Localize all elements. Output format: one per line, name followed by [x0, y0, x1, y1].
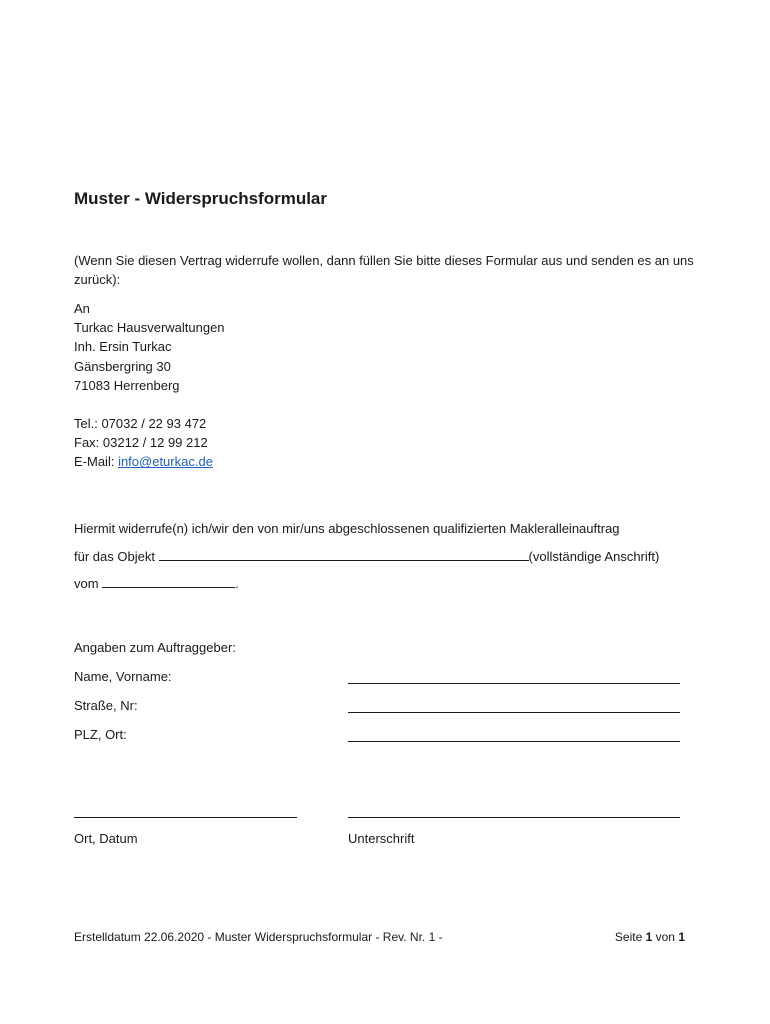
page-current: 1: [645, 930, 653, 944]
date-label: vom: [74, 576, 103, 591]
address-line: Inh. Ersin Turkac: [74, 339, 172, 355]
street-label: Straße, Nr:: [74, 698, 138, 713]
page-prefix: Seite: [614, 930, 646, 944]
page-title: Muster - Widerspruchsformular: [74, 189, 327, 208]
object-address-field[interactable]: [159, 548, 529, 561]
email-row: [74, 452, 225, 471]
client-heading: Angaben zum Auftraggeber:: [74, 640, 236, 655]
address-line: 71083 Herrenberg: [74, 377, 180, 393]
object-label: für das Objekt: [74, 549, 159, 564]
recipient-address: [74, 299, 225, 472]
email-label: E-Mail:: [74, 454, 119, 470]
city-label: PLZ, Ort:: [74, 727, 127, 742]
street-field[interactable]: [348, 712, 680, 713]
place-date-label: Ort, Datum: [74, 831, 138, 846]
object-hint: (vollständige Anschrift): [528, 549, 660, 564]
city-field[interactable]: [348, 741, 680, 742]
object-row: [74, 548, 659, 564]
fax-number: Fax: 03212 / 12 99 212: [74, 435, 208, 451]
name-label: Name, Vorname:: [74, 669, 172, 684]
email-link[interactable]: info@eturkac.de: [118, 454, 213, 470]
name-field[interactable]: [348, 683, 680, 684]
place-date-field[interactable]: [74, 817, 297, 818]
page-mid: von: [652, 930, 679, 944]
address-line: Gänsbergring 30: [74, 358, 171, 374]
date-period: .: [235, 576, 239, 591]
date-row: [74, 575, 239, 591]
address-line: Turkac Hausverwaltungen: [74, 320, 225, 336]
contract-date-field[interactable]: [102, 575, 235, 588]
intro-text: (Wenn Sie diesen Vertrag widerrufe wollen, dann füllen Sie bitte dieses Formular aus und senden es an uns zurück):: [74, 253, 694, 287]
footer-info: Erstelldatum 22.06.2020 - Muster Widerspruchsformular - Rev. Nr. 1 -: [74, 930, 443, 944]
address-line: An: [74, 301, 90, 316]
page-number: [615, 930, 685, 944]
signature-field[interactable]: [348, 817, 680, 818]
phone-number: Tel.: 07032 / 22 93 472: [74, 416, 207, 432]
page-total: 1: [678, 930, 685, 944]
declaration-line: Hiermit widerrufe(n) ich/wir den von mir/uns abgeschlossenen qualifizierten Makleralleinauftrag: [74, 521, 620, 536]
signature-label: Unterschrift: [348, 831, 415, 846]
